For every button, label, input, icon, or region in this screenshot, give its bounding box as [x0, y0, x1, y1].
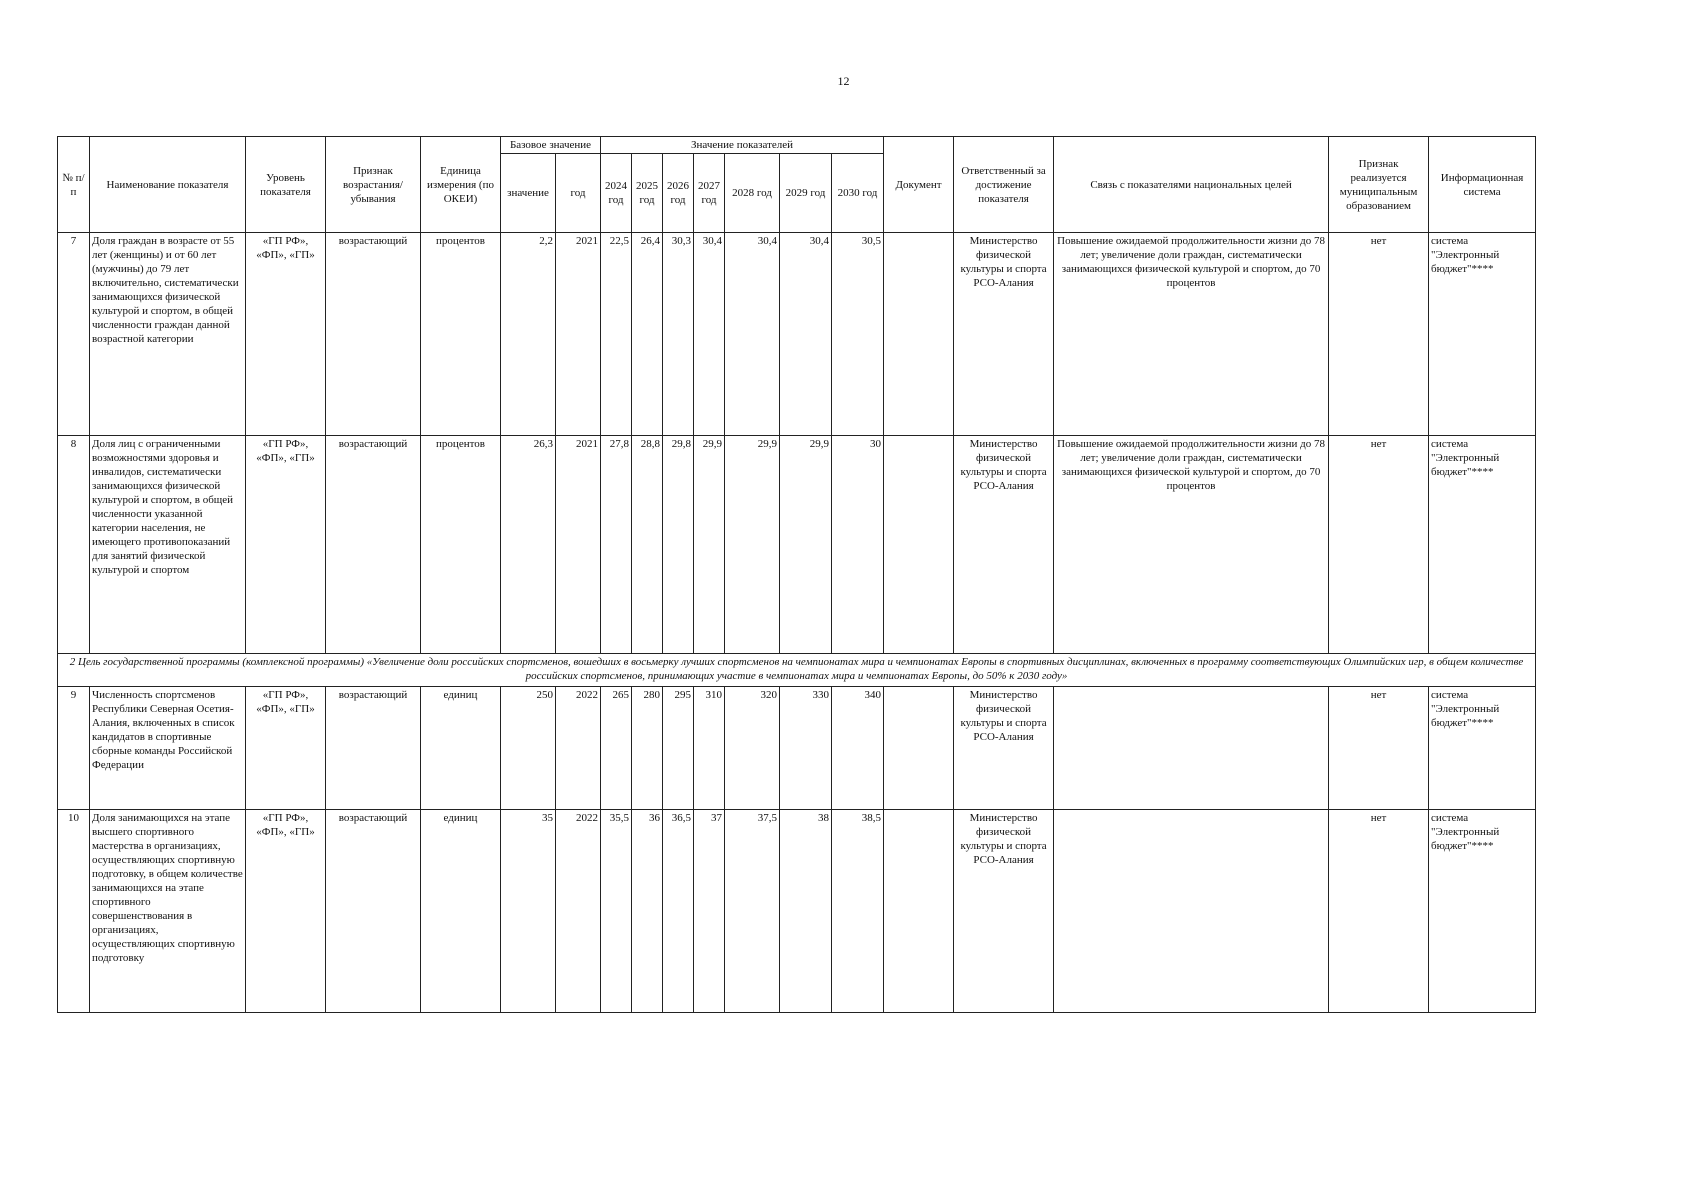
row-num: 7 [58, 233, 90, 436]
row-unit: процентов [421, 436, 501, 654]
row-base-value: 250 [501, 687, 556, 810]
row-trend: возрастающий [326, 687, 421, 810]
row-links [1054, 687, 1329, 810]
row-responsible: Министерство физической культуры и спорта РСО-Алания [954, 436, 1054, 654]
row-value-2028: 29,9 [725, 436, 780, 654]
row-value-2030: 340 [832, 687, 884, 810]
row-num: 10 [58, 810, 90, 1013]
row-unit: единиц [421, 810, 501, 1013]
table-row [58, 687, 1536, 810]
row-value-2029: 30,4 [780, 233, 832, 436]
row-value-2024: 27,8 [601, 436, 632, 654]
row-name: Доля занимающихся на этапе высшего спортивного мастерства в организациях, осуществляющих спортивную подготовку, в общем количестве занимающихся на этапе спортивного совершенствования в организациях, осуществляющих спортивную подготовку [90, 810, 246, 1013]
row-base-value: 2,2 [501, 233, 556, 436]
row-level: «ГП РФ», «ФП», «ГП» [246, 233, 326, 436]
row-value-2026: 30,3 [663, 233, 694, 436]
row-value-2025: 28,8 [632, 436, 663, 654]
row-unit: единиц [421, 687, 501, 810]
header-base-value: значение [501, 154, 556, 233]
row-value-2028: 30,4 [725, 233, 780, 436]
header-values-group: Значение показателей [601, 137, 884, 154]
row-name: Доля лиц с ограниченными возможностями здоровья и инвалидов, систематически занимающихся физической культурой и спортом, в общей численности указанной категории населения, не имеющего противопоказаний для занятий физической культурой и спортом [90, 436, 246, 654]
row-municipal: нет [1329, 436, 1429, 654]
goal-2-text: 2 Цель государственной программы (комплексной программы) «Увеличение доли российских спортсменов, вошедших в восьмерку лучших спортсменов на чемпионатах мира и чемпионатах Европы в спортивных дисциплинах, включенных в программу соответствующих Олимпийских игр, в общем количестве российских спортсменов, принимающих участие в чемпионатах мира и чемпионатах Европы, до 50% к 2030 году» [58, 654, 1536, 687]
row-trend: возрастающий [326, 810, 421, 1013]
header-2024: 2024 год [601, 154, 632, 233]
row-base-year: 2022 [556, 810, 601, 1013]
row-document [884, 436, 954, 654]
indicators-table [57, 136, 1536, 1013]
row-trend: возрастающий [326, 233, 421, 436]
row-value-2026: 29,8 [663, 436, 694, 654]
row-value-2028: 320 [725, 687, 780, 810]
header-2027: 2027 год [694, 154, 725, 233]
row-base-year: 2022 [556, 687, 601, 810]
row-links: Повышение ожидаемой продолжительности жизни до 78 лет; увеличение доли граждан, систематически занимающихся физической культурой и спортом, до 70 процентов [1054, 233, 1329, 436]
row-value-2025: 280 [632, 687, 663, 810]
header-name: Наименование показателя [90, 137, 246, 233]
row-links: Повышение ожидаемой продолжительности жизни до 78 лет; увеличение доли граждан, систематически занимающихся физической культурой и спортом, до 70 процентов [1054, 436, 1329, 654]
header-document: Документ [884, 137, 954, 233]
row-value-2029: 330 [780, 687, 832, 810]
header-trend: Признак возрастания/ убывания [326, 137, 421, 233]
row-responsible: Министерство физической культуры и спорта РСО-Алания [954, 233, 1054, 436]
page-number: 12 [837, 74, 850, 88]
header-level: Уровень показателя [246, 137, 326, 233]
row-infosystem: система "Электронный бюджет"**** [1429, 687, 1536, 810]
row-document [884, 687, 954, 810]
row-level: «ГП РФ», «ФП», «ГП» [246, 436, 326, 654]
row-level: «ГП РФ», «ФП», «ГП» [246, 810, 326, 1013]
row-value-2024: 265 [601, 687, 632, 810]
row-value-2030: 38,5 [832, 810, 884, 1013]
header-num: № п/п [58, 137, 90, 233]
row-value-2024: 22,5 [601, 233, 632, 436]
row-responsible: Министерство физической культуры и спорта РСО-Алания [954, 687, 1054, 810]
row-infosystem: система "Электронный бюджет"**** [1429, 233, 1536, 436]
row-value-2027: 29,9 [694, 436, 725, 654]
row-municipal: нет [1329, 233, 1429, 436]
row-value-2027: 310 [694, 687, 725, 810]
row-document [884, 810, 954, 1013]
row-infosystem: система "Электронный бюджет"**** [1429, 810, 1536, 1013]
header-2029: 2029 год [780, 154, 832, 233]
row-links [1054, 810, 1329, 1013]
header-responsible: Ответственный за достижение показателя [954, 137, 1054, 233]
table-row [58, 233, 1536, 436]
row-value-2027: 30,4 [694, 233, 725, 436]
row-value-2029: 38 [780, 810, 832, 1013]
row-base-value: 35 [501, 810, 556, 1013]
row-num: 8 [58, 436, 90, 654]
row-value-2025: 36 [632, 810, 663, 1013]
header-links: Связь с показателями национальных целей [1054, 137, 1329, 233]
row-value-2026: 295 [663, 687, 694, 810]
row-num: 9 [58, 687, 90, 810]
row-document [884, 233, 954, 436]
table-row [58, 436, 1536, 654]
row-municipal: нет [1329, 687, 1429, 810]
goal-row [58, 654, 1536, 687]
row-infosystem: система "Электронный бюджет"**** [1429, 436, 1536, 654]
row-value-2026: 36,5 [663, 810, 694, 1013]
header-2028: 2028 год [725, 154, 780, 233]
row-base-year: 2021 [556, 233, 601, 436]
row-value-2025: 26,4 [632, 233, 663, 436]
row-municipal: нет [1329, 810, 1429, 1013]
row-name: Численность спортсменов Республики Северная Осетия-Алания, включенных в список кандидатов в спортивные сборные команды Российской Федерации [90, 687, 246, 810]
header-municipal: Признак реализуется муниципальным образованием [1329, 137, 1429, 233]
header-base-year: год [556, 154, 601, 233]
header-base-group: Базовое значение [501, 137, 601, 154]
row-value-2028: 37,5 [725, 810, 780, 1013]
row-unit: процентов [421, 233, 501, 436]
row-base-year: 2021 [556, 436, 601, 654]
row-responsible: Министерство физической культуры и спорта РСО-Алания [954, 810, 1054, 1013]
header-2030: 2030 год [832, 154, 884, 233]
header-2026: 2026 год [663, 154, 694, 233]
row-level: «ГП РФ», «ФП», «ГП» [246, 687, 326, 810]
header-2025: 2025 год [632, 154, 663, 233]
row-value-2029: 29,9 [780, 436, 832, 654]
row-value-2030: 30 [832, 436, 884, 654]
row-name: Доля граждан в возрасте от 55 лет (женщины) и от 60 лет (мужчины) до 79 лет включительно, систематически занимающихся физической культурой и спортом, в общей численности граждан данной возрастной категории [90, 233, 246, 436]
row-value-2027: 37 [694, 810, 725, 1013]
row-trend: возрастающий [326, 436, 421, 654]
header-unit: Единица измерения (по ОКЕИ) [421, 137, 501, 233]
table-row [58, 810, 1536, 1013]
row-base-value: 26,3 [501, 436, 556, 654]
row-value-2024: 35,5 [601, 810, 632, 1013]
header-infosystem: Информационная система [1429, 137, 1536, 233]
row-value-2030: 30,5 [832, 233, 884, 436]
